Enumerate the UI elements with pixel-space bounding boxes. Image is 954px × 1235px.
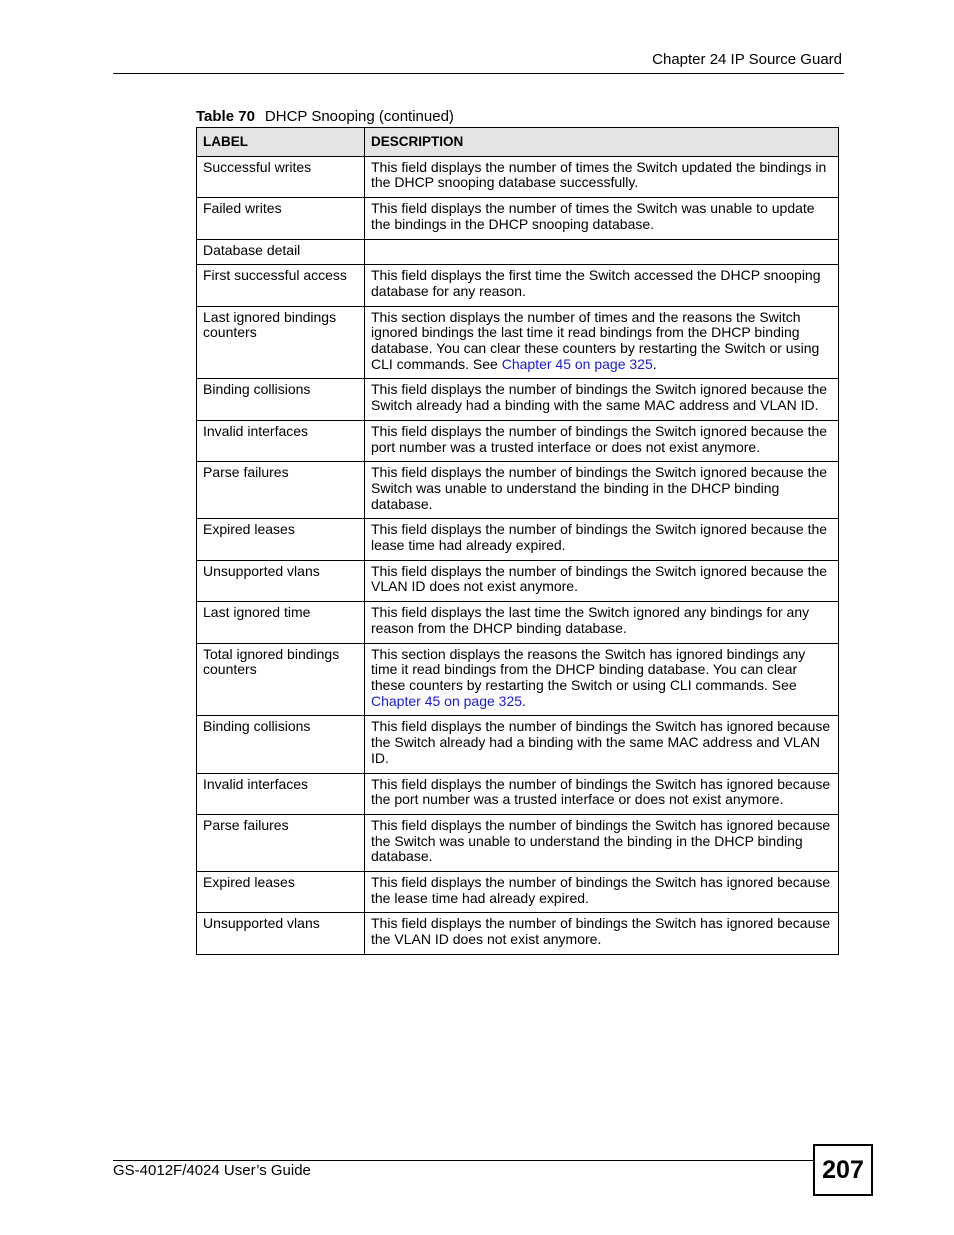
- description-text: This field displays the number of bindings the Switch ignored because the lease time had already expired.: [371, 521, 828, 554]
- table-row: [197, 462, 839, 519]
- table-row: [197, 265, 839, 306]
- description-text: This field displays the number of bindings the Switch has ignored because the port number was a trusted interface or does not exist anymore.: [371, 775, 831, 808]
- chapter-header: Chapter 24 IP Source Guard: [652, 51, 842, 68]
- table-row: [197, 643, 839, 716]
- row-label: Database detail: [197, 239, 365, 265]
- description-text: This field displays the number of bindings the Switch has ignored because the VLAN ID does not exist anymore.: [371, 915, 831, 948]
- row-label: Successful writes: [197, 156, 365, 197]
- table-row: [197, 156, 839, 197]
- table-row: [197, 814, 839, 871]
- description-text: This field displays the number of bindings the Switch has ignored because the Switch was unable to understand the binding in the DHCP binding database.: [371, 816, 831, 865]
- footer-rule: [113, 1160, 813, 1161]
- row-label: Parse failures: [197, 814, 365, 871]
- table-row: [197, 560, 839, 601]
- description-tail: .: [652, 355, 657, 372]
- table-row: [197, 239, 839, 265]
- table-row: [197, 872, 839, 913]
- row-label: Expired leases: [197, 519, 365, 560]
- dhcp-snooping-table: [196, 127, 839, 955]
- table-caption-title: DHCP Snooping (continued): [264, 108, 454, 125]
- header-rule: [113, 73, 844, 74]
- row-label: Total ignored bindings counters: [197, 643, 365, 716]
- chapter-link[interactable]: Chapter 45 on page 325: [501, 355, 653, 372]
- row-label: Invalid interfaces: [197, 420, 365, 461]
- row-description: [365, 602, 839, 643]
- row-label: Parse failures: [197, 462, 365, 519]
- table-row: [197, 913, 839, 954]
- row-label: Unsupported vlans: [197, 560, 365, 601]
- table-caption-number: Table 70: [196, 108, 255, 125]
- row-description: [365, 643, 839, 716]
- row-description: [365, 306, 839, 379]
- table-row: [197, 420, 839, 461]
- row-label: Last ignored time: [197, 602, 365, 643]
- row-label: Expired leases: [197, 872, 365, 913]
- row-description: [365, 716, 839, 773]
- description-text: This section displays the number of times and the reasons the Switch ignored bindings the last time it read bindings from the DHCP binding database. You can clear these counters by restarting the Switch or using CLI commands. See: [371, 308, 820, 372]
- description-tail: .: [522, 692, 526, 709]
- description-text: This field displays the number of times the Switch updated the bindings in the DHCP snooping database successfully.: [371, 158, 827, 191]
- row-description: [365, 872, 839, 913]
- table-row: [197, 716, 839, 773]
- description-text: This field displays the number of bindings the Switch has ignored because the lease time had already expired.: [371, 874, 831, 906]
- table-body: [197, 156, 839, 954]
- row-label: Binding collisions: [197, 716, 365, 773]
- table-caption: [196, 108, 454, 125]
- row-description: [365, 198, 839, 239]
- row-description: [365, 156, 839, 197]
- table-row: [197, 773, 839, 814]
- row-description: [365, 913, 839, 954]
- row-description: [365, 379, 839, 420]
- row-label: Binding collisions: [197, 379, 365, 420]
- row-description: [365, 239, 839, 265]
- table-row: [197, 602, 839, 643]
- description-column-header: DESCRIPTION: [365, 128, 839, 157]
- description-text: This field displays the number of times the Switch was unable to update the bindings in the DHCP snooping database.: [371, 200, 815, 232]
- row-description: [365, 462, 839, 519]
- row-label: Invalid interfaces: [197, 773, 365, 814]
- row-description: [365, 420, 839, 461]
- description-text: This field displays the number of bindings the Switch ignored because the Switch was unable to understand the binding in the DHCP binding database.: [371, 464, 828, 512]
- description-text: This field displays the number of bindings the Switch ignored because the Switch already had a binding with the same MAC address and VLAN ID.: [371, 381, 828, 414]
- row-description: [365, 560, 839, 601]
- row-description: [365, 519, 839, 560]
- row-description: [365, 814, 839, 871]
- row-label: Failed writes: [197, 198, 365, 239]
- row-label: Unsupported vlans: [197, 913, 365, 954]
- table-row: [197, 519, 839, 560]
- page-number: 207: [813, 1144, 873, 1196]
- description-text: This field displays the first time the Switch accessed the DHCP snooping database for any reason.: [371, 267, 821, 299]
- table-header-row: [197, 128, 839, 157]
- table-row: [197, 198, 839, 239]
- description-text: This field displays the number of bindings the Switch ignored because the port number was a trusted interface or does not exist anymore.: [371, 422, 828, 455]
- guide-title: GS-4012F/4024 User’s Guide: [113, 1162, 311, 1179]
- description-text: This field displays the last time the Switch ignored any bindings for any reason from the DHCP binding database.: [371, 604, 810, 636]
- row-description: [365, 265, 839, 306]
- row-label: First successful access: [197, 265, 365, 306]
- row-description: [365, 773, 839, 814]
- chapter-link[interactable]: Chapter 45 on page 325: [371, 692, 523, 709]
- description-text: This field displays the number of bindings the Switch has ignored because the Switch already had a binding with the same MAC address and VLAN ID.: [371, 718, 831, 766]
- row-label: Last ignored bindings counters: [197, 306, 365, 379]
- description-text: This section displays the reasons the Switch has ignored bindings any time it read bindings from the DHCP binding database. You can clear these counters by restarting the Switch or using CLI commands. See: [371, 645, 806, 693]
- table-row: [197, 379, 839, 420]
- label-column-header: LABEL: [197, 128, 365, 157]
- description-text: This field displays the number of bindings the Switch ignored because the VLAN ID does not exist anymore.: [371, 562, 828, 595]
- table-row: [197, 306, 839, 379]
